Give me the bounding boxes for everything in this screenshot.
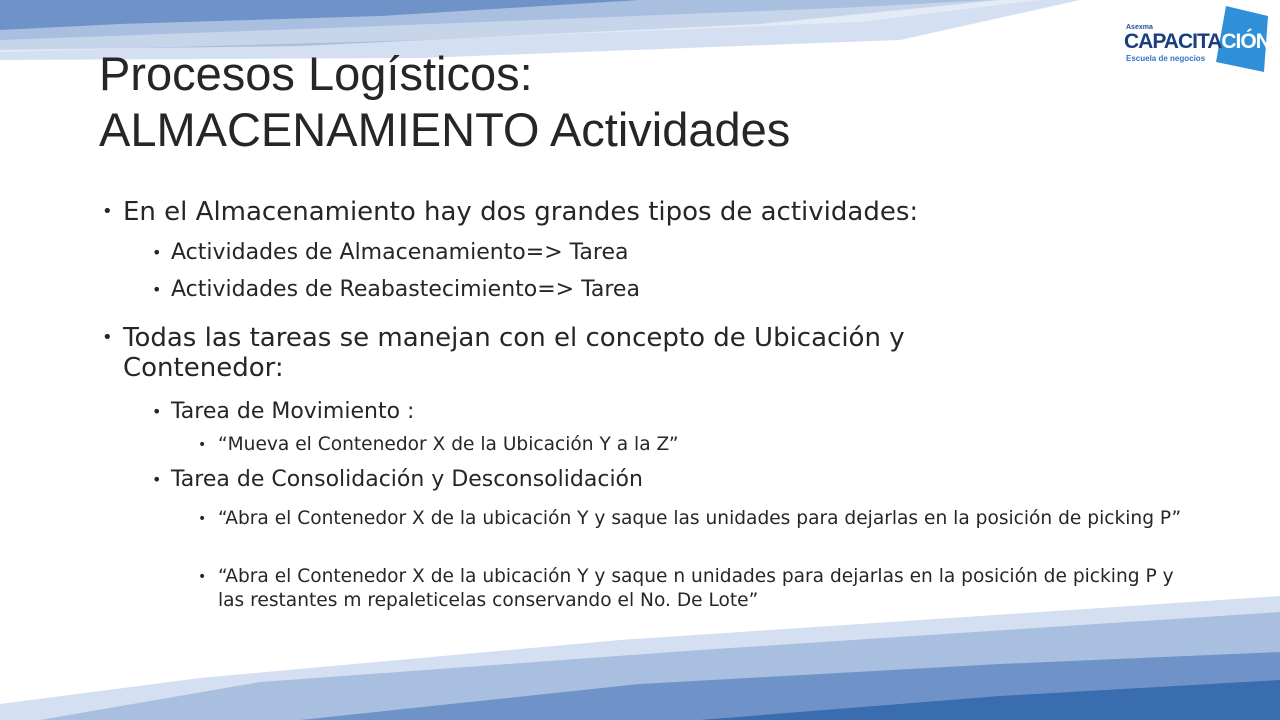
bullet-text: Actividades de Reabastecimiento=> Tarea — [171, 277, 640, 302]
bullet-text: Tarea de Movimiento : — [171, 399, 415, 424]
bullet-marker: • — [152, 280, 162, 299]
bullet-marker: • — [198, 569, 207, 585]
bullet-item — [152, 465, 1171, 495]
bullet-marker: • — [152, 470, 162, 489]
logo-main-part2: CIÓN — [1221, 30, 1270, 53]
bullet-item — [198, 565, 1193, 613]
bullet-text: Todas las tareas se manejan con el concepto de Ubicación y Contenedor: — [123, 323, 905, 383]
bullet-text: “Abra el Contenedor X de la ubicación Y y saque las unidades para dejarlas en la posición de picking P” — [218, 508, 1182, 529]
bullet-item — [102, 197, 1123, 227]
logo-main-part1: CAPACITA — [1124, 30, 1222, 53]
bullet-marker: • — [152, 243, 162, 262]
bullet-item — [102, 323, 1043, 383]
bullet-item — [152, 238, 1171, 268]
bullet-marker: • — [198, 437, 207, 453]
bullet-text: “Abra el Contenedor X de la ubicación Y y saque n unidades para dejarlas en la posición de picking P y las restantes m repaleticelas conservando el No. De Lote” — [218, 566, 1174, 611]
bullet-item — [152, 275, 1171, 305]
bullet-item — [198, 507, 1193, 531]
bullet-marker: • — [102, 327, 113, 348]
slide-title-line1: Procesos Logísticos: — [99, 47, 533, 100]
bullet-text: “Mueva el Contenedor X de la Ubicación Y a la Z” — [218, 434, 679, 455]
bullet-marker: • — [102, 201, 113, 222]
slide-title-line2: ALMACENAMIENTO Actividades — [99, 103, 791, 156]
bullet-item — [198, 433, 1218, 457]
bullet-marker: • — [152, 402, 162, 421]
bullet-marker: • — [198, 511, 207, 527]
logo-subtitle: Escuela de negocios — [1126, 54, 1206, 63]
logo-asexma-text: Asexma — [1126, 24, 1153, 31]
bullet-text: En el Almacenamiento hay dos grandes tipos de actividades: — [123, 197, 919, 227]
bullet-item — [152, 397, 1171, 427]
bullet-text: Actividades de Almacenamiento=> Tarea — [171, 240, 629, 265]
bullet-text: Tarea de Consolidación y Desconsolidación — [171, 467, 643, 492]
